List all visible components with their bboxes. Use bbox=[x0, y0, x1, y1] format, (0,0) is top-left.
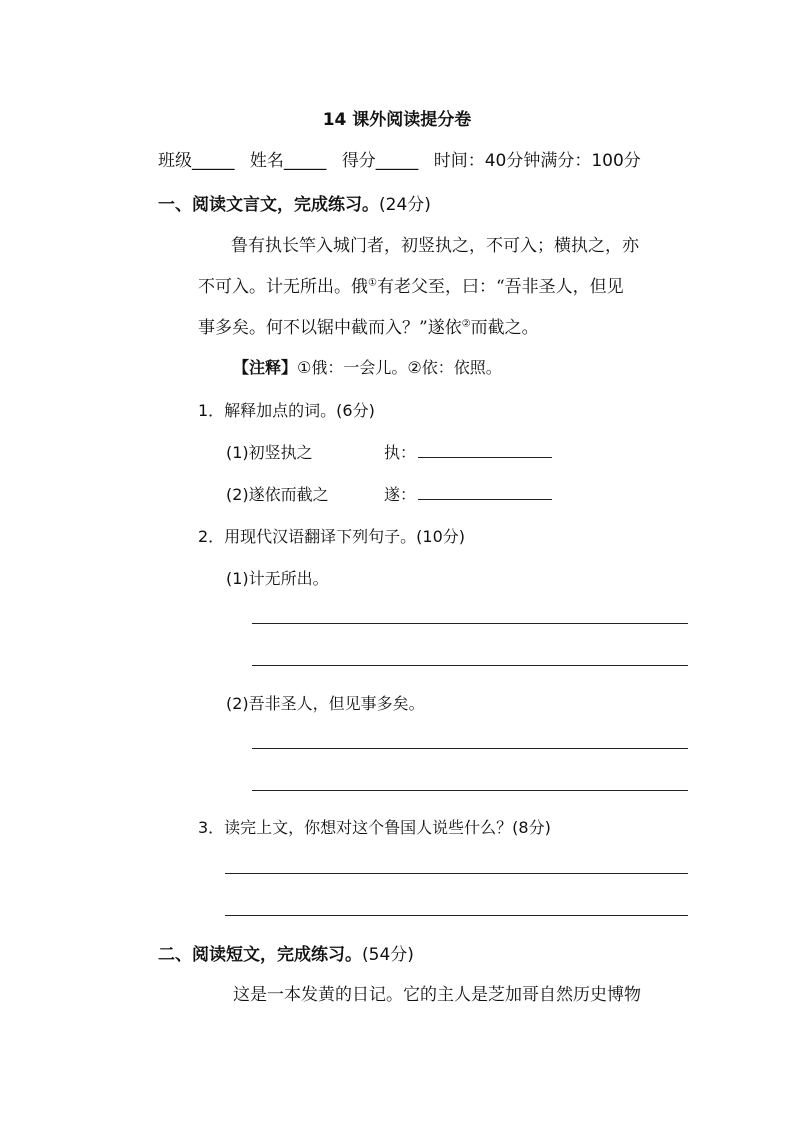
question-1-word-2: 遂： bbox=[384, 485, 417, 504]
section2-title: 二、阅读短文，完成练习。 bbox=[158, 945, 362, 965]
section1-title: 一、阅读文言文，完成练习。 bbox=[158, 195, 379, 215]
section1-heading bbox=[158, 190, 431, 215]
footnote-marker-2: ② bbox=[461, 318, 471, 330]
answer-line[interactable] bbox=[252, 790, 688, 791]
footnote-marker-1: ① bbox=[368, 277, 377, 289]
passage-line-3 bbox=[198, 313, 539, 338]
answer-line[interactable] bbox=[252, 748, 688, 749]
name-field[interactable]: 姓名_____ bbox=[249, 151, 327, 171]
answer-blank[interactable] bbox=[418, 443, 552, 458]
question-2-item-1: (1)计无所出。 bbox=[226, 569, 329, 588]
passage-line-3b: 而截之。 bbox=[470, 318, 539, 338]
question-1-item-2: (2)遂依而截之 bbox=[226, 485, 329, 504]
passage-line-1: 鲁有执长竿入城门者，初竖执之，不可入；横执之，亦 bbox=[231, 236, 639, 256]
answer-line[interactable] bbox=[225, 915, 688, 916]
question-2-stem: 2．用现代汉语翻译下列句子。(10分) bbox=[198, 527, 466, 546]
section2-points: (54分) bbox=[362, 945, 414, 965]
question-1-answer-1 bbox=[384, 440, 552, 463]
section2-passage-start: 这是一本发黄的日记。它的主人是芝加哥自然历史博物 bbox=[233, 985, 641, 1005]
question-2-item-2: (2)吾非圣人，但见事多矣。 bbox=[226, 694, 425, 713]
question-1-word-1: 执： bbox=[384, 443, 417, 462]
answer-blank[interactable] bbox=[418, 485, 552, 500]
annotation-label: 【注释】 bbox=[233, 358, 298, 377]
answer-line[interactable] bbox=[252, 665, 688, 666]
time-info: 时间：40分钟满分：100分 bbox=[433, 151, 641, 171]
passage-line-2a: 不可入。计无所出。俄 bbox=[198, 277, 368, 297]
answer-line[interactable] bbox=[252, 623, 688, 624]
annotation-text: ①俄：一会儿。②依：依照。 bbox=[297, 358, 502, 377]
passage-line-3a: 事多矣。何不以锯中截而入？”遂依 bbox=[198, 318, 462, 338]
question-1-item-1: (1)初竖执之 bbox=[226, 443, 313, 462]
page-title: 14 课外阅读提分卷 bbox=[322, 110, 472, 130]
passage-line-2b: 有老父至，曰：“吾非圣人，但见 bbox=[376, 277, 624, 297]
score-field[interactable]: 得分_____ bbox=[341, 151, 419, 171]
passage-line-2 bbox=[198, 272, 624, 297]
section1-points: (24分) bbox=[379, 195, 431, 215]
class-field[interactable]: 班级_____ bbox=[158, 151, 235, 171]
student-info-row bbox=[158, 146, 651, 171]
annotation-note bbox=[233, 355, 502, 378]
question-1-stem: 1．解释加点的词。(6分) bbox=[198, 401, 375, 420]
question-1-answer-2 bbox=[384, 482, 552, 505]
answer-line[interactable] bbox=[225, 873, 688, 874]
question-3-stem: 3．读完上文，你想对这个鲁国人说些什么？(8分) bbox=[198, 818, 551, 837]
section2-heading bbox=[158, 940, 414, 965]
